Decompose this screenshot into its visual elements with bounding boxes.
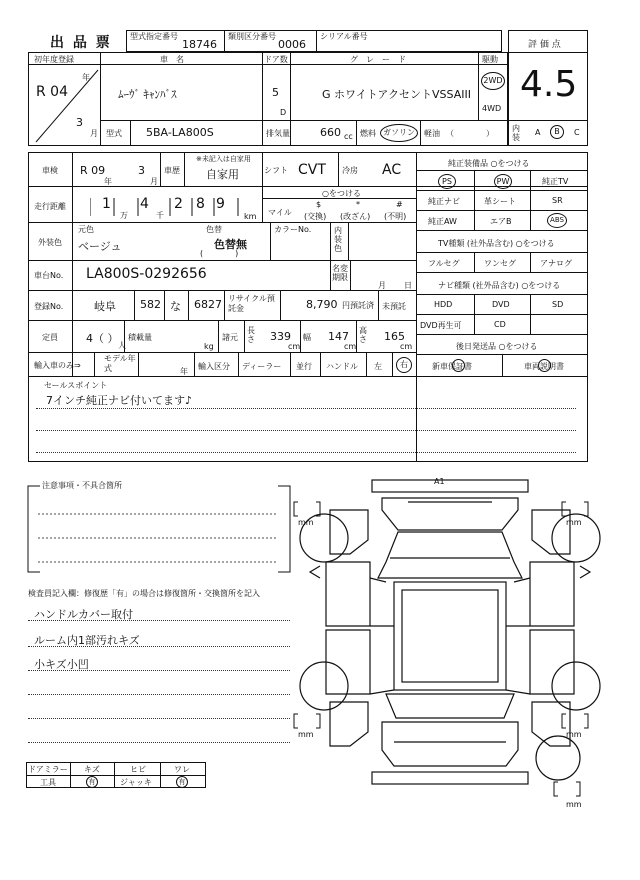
mm-rear-right: mm [566, 730, 582, 739]
odo-swap: (交換) [304, 212, 327, 221]
navi-dvd-play: DVD再生可 [420, 321, 462, 330]
warranty-circle [452, 359, 465, 372]
odo-tamper: (改ざん) [340, 212, 371, 221]
odo-mile: マイル [268, 208, 292, 217]
sales-label: セールスポイント [44, 381, 108, 390]
tv-fullseg: フルセグ [428, 259, 460, 268]
mileage-digit-4: 8 [196, 196, 205, 212]
equip-sr: SR [552, 196, 563, 205]
manual-circle [538, 359, 551, 372]
later-title: 後日発送品 ○をつける [456, 342, 538, 351]
kind-no: 18746 [182, 38, 217, 51]
drive-label: 駆動 [482, 55, 498, 64]
orig-color-label: 元色 [78, 225, 94, 234]
shaken-era: R 09 [80, 164, 106, 177]
mileage-digit-1: 1 [102, 196, 111, 212]
nc-month: 月 [378, 281, 386, 290]
dealer: ディーラー [242, 362, 282, 371]
odo-swap-sym: $ [316, 200, 322, 209]
shaken-month: 3 [138, 164, 145, 177]
history-note: ※未記入は自家用 [196, 155, 251, 163]
first-reg-era: R 04 [36, 84, 68, 100]
caution-bracket [26, 484, 292, 574]
color-no-label: カラーNo. [274, 225, 312, 234]
mileage-digit-3: 2 [174, 196, 183, 212]
ac-label: 冷房 [342, 166, 358, 175]
sales-line-1: 7インチ純正ナビ付いてます♪ [46, 394, 193, 407]
cm-unit-2: cm [344, 342, 357, 351]
navi-type-title: ナビ種類 (社外品含む) ○をつける [438, 281, 561, 290]
equip-tv: 純正TV [542, 177, 569, 186]
recycle-label: リサイクル預託金 [228, 294, 275, 313]
int-c: C [574, 128, 580, 137]
tv-type-title: TV種類 (社外品含む) ○をつける [438, 239, 555, 248]
ac: AC [382, 162, 402, 178]
door-type: D [280, 108, 287, 117]
legend-tools: 工具 [40, 778, 56, 787]
man-unit: 万 [120, 211, 128, 220]
recycle-unit: 円預託済 [342, 301, 374, 310]
car-damage-diagram [290, 470, 610, 820]
capacity: 4（ ） [86, 332, 119, 345]
diagram-a1: A1 [434, 477, 445, 486]
paint: 色替無 [214, 238, 247, 251]
drive-4wd: 4WD [482, 104, 502, 113]
shaken-month-suffix: 月 [150, 177, 158, 186]
grade-label: グ レ ー ド [350, 55, 406, 64]
fuel-light-oil: 軽油 [424, 129, 440, 138]
later-warranty: 新車保証書 [432, 362, 472, 371]
cm-unit-3: cm [400, 342, 413, 351]
first-reg-label: 初年度登録 [34, 55, 74, 64]
mm-front-left: mm [298, 518, 314, 527]
cm-unit-1: cm [288, 342, 301, 351]
year-suffix: 年 [82, 73, 90, 82]
reg-class: 582 [140, 298, 161, 311]
legend-broken: ワレ [174, 765, 190, 774]
chassis-label: 車台No. [34, 271, 64, 280]
shaken-year-suffix: 年 [104, 177, 112, 186]
km-unit: km [244, 212, 257, 221]
load-label: 積載量 [128, 333, 152, 342]
shaken-label: 車検 [42, 166, 58, 175]
kind-label: 型式指定番号 [130, 32, 178, 41]
int-b-circled: B [550, 125, 564, 139]
capacity-unit: 人 [118, 341, 126, 350]
dims-label: 諸元 [222, 333, 238, 342]
serial-label: シリアル番号 [320, 32, 368, 41]
chassis: LA800S-0292656 [86, 266, 207, 282]
model-label: 型式 [106, 129, 122, 138]
name-change-label: 名変期限 [332, 264, 348, 282]
import-label: 輸入車のみ⇒ [34, 361, 81, 370]
paint-paren: ( ) [200, 249, 239, 258]
interior-label: 内装 [512, 124, 520, 142]
grade: G ホワイトアクセントVSSAIII [322, 88, 471, 101]
model: 5BA-LA800S [146, 126, 214, 139]
note-item-2: ルーム内1部汚れキズ [34, 634, 140, 647]
mileage-digit-2: 4 [140, 196, 149, 212]
equip-airbag: エアB [490, 217, 512, 226]
navi-hdd: HDD [434, 300, 453, 309]
shift: CVT [298, 162, 326, 178]
shift-label: シフト [264, 166, 288, 175]
score-value: 4.5 [520, 64, 578, 105]
legend-tools-yes: 有 [86, 776, 98, 788]
odo-unknown-sym: # [396, 200, 403, 209]
reg-area: 岐阜 [94, 300, 116, 313]
width: 147 [328, 330, 349, 343]
fuel-label: 燃料 [360, 129, 376, 138]
navi-sd: SD [552, 300, 564, 309]
legend-door-mirror: ドアミラー [28, 765, 68, 774]
score-label: 評 価 点 [528, 40, 561, 50]
model-year-label: モデル年式 [104, 354, 136, 373]
equip-ps-circled: PS [438, 174, 456, 189]
odo-unknown: (不明) [384, 212, 407, 221]
wid-label: 幅 [303, 333, 311, 342]
orig-color: ベージュ [78, 240, 122, 253]
hei-label: 高さ [359, 326, 367, 344]
name-label: 車 名 [160, 55, 184, 64]
sen-unit: 千 [156, 211, 164, 220]
sheet-title: 出 品 票 [50, 35, 112, 51]
handle-label: ハンドル [326, 362, 358, 371]
doors-label: ドア数 [264, 55, 288, 64]
int-color-label: 内装色 [334, 226, 342, 253]
drive-2wd-circled: 2WD [481, 72, 505, 90]
history-label: 車歴 [164, 166, 180, 175]
load-unit: kg [204, 342, 214, 351]
handle-left: 左 [374, 362, 382, 371]
tv-analog: アナログ [540, 259, 572, 268]
history: 自家用 [206, 168, 239, 181]
displacement: 660 [320, 126, 341, 139]
equip-aw: 純正AW [428, 217, 457, 226]
handle-right-circled: 右 [396, 357, 412, 373]
note-item-3: 小キズ小凹 [34, 658, 89, 671]
odo-check: ○をつける [322, 189, 361, 198]
mm-spare: mm [566, 800, 582, 809]
mileage-label: 走行距離 [34, 202, 66, 211]
color-label: 外装色 [38, 238, 62, 247]
cc-unit: cc [344, 132, 353, 141]
tv-oneseg: ワンセグ [484, 259, 516, 268]
equip-pw-circled: PW [494, 174, 512, 189]
caution-label: 注意事項・不具合箇所 [42, 481, 122, 490]
first-reg-month: 3 [76, 116, 83, 129]
class-label: 類別区分番号 [228, 32, 276, 41]
height: 165 [384, 330, 405, 343]
doors: 5 [272, 86, 279, 99]
inspector-label: 検査員記入欄：修復歴「有」の場合は修復箇所・交換箇所を記入 [28, 589, 260, 598]
reg-label: 登録No. [34, 302, 64, 311]
length: 339 [270, 330, 291, 343]
class-no: 0006 [278, 38, 306, 51]
later-manual: 車両説明書 [524, 362, 564, 371]
factory-equip-title: 純正装備品 ○をつける [448, 159, 530, 168]
mm-rear-left: mm [298, 730, 314, 739]
legend-jack: ジャッキ [120, 778, 152, 787]
reg-num: 6827 [194, 298, 222, 311]
equip-navi: 純正ナビ [428, 197, 460, 206]
auction-sheet: 出 品 票 型式指定番号 18746 類別区分番号 0006 シリアル番号 評 価 点 4.5 初年度登録 車 名 ドア数 グ レ ー ド 駆動 年 R 04 3 月 ﾑｰｳﾞ ｷｬﾝﾊﾞｽ 5 D G ホワイトアクセントVSSAIII 2WD 4WD 型式 5BA-LA800S 排気量 660 cc 燃料 ガソリン 軽油 （ ） 内装 A B C 車検 R 09 年 3 月 車歴 ※未記入は自家用 自家用 シフト CVT 冷房 AC 走行距離 1 万 4 千 2 8 9 km ○をつける マイル $ (交換) * (改ざん) # (不明) 外装色 元色 ベージュ 色替 色替無 ( ) カラーNo. 内装色 車台No. LA800S-0292656 名変期限 月 日 登録No. 岐阜 582 な 6827 リサイクル預託金 8,790 円預託済 未預託 定員 4（ ） 人 積載量 kg 諸元 長さ 339 cm 幅 147 cm 高さ 165 cm 輸入車のみ⇒ モデル年式 年 輸入区分 ディーラー 並行 ハンドル 左 右 純正装備品 ○をつける PS PW 純正TV 純正ナビ 革シート SR 純正AW エアB ABS TV種類 (社外品含む) ○をつける フルセグ ワンセグ アナログ ナビ種類 (社外品含む) ○をつける HDD DVD SD DVD再生可 CD 後日発送品 ○をつける 新車保証書 車両説明書 セールスポイント 7インチ純正ナビ付いてます♪ 注意事項・不具合箇所 検査員記入欄：修復歴「有」の場合は修復箇所・交換箇所を記入 ハンドルカバー取付 ルーム内1部汚れキズ 小キズ小凹 ドアミラー キズ ヒビ ワレ 工具 有 ジャッキ 有 A1 mm mm mm mm mm [0, 0, 640, 880]
fuel-gasoline-circled: ガソリン [380, 124, 418, 142]
navi-dvd: DVD [492, 300, 510, 309]
navi-cd: CD [494, 320, 506, 329]
equip-leather: 革シート [484, 197, 516, 206]
note-item-1: ハンドルカバー取付 [34, 608, 133, 621]
model-year-unit: 年 [180, 367, 188, 376]
legend-scratch: キズ [84, 765, 100, 774]
capacity-label: 定員 [42, 333, 58, 342]
len-label: 長さ [247, 326, 255, 344]
reg-kana: な [170, 300, 181, 313]
displacement-label: 排気量 [266, 129, 290, 138]
recycle: 8,790 [306, 298, 338, 311]
vehicle-name: ﾑｰｳﾞ ｷｬﾝﾊﾞｽ [118, 88, 177, 101]
parallel: 並行 [296, 362, 312, 371]
month-suffix: 月 [90, 129, 98, 138]
int-a: A [535, 128, 541, 137]
odo-tamper-sym: * [356, 200, 360, 209]
equip-abs-circled: ABS [547, 213, 567, 228]
mileage-digit-boxes [90, 194, 240, 218]
mm-front-right: mm [566, 518, 582, 527]
import-type-label: 輸入区分 [198, 362, 230, 371]
mileage-digit-5: 9 [216, 196, 225, 212]
legend-crack: ヒビ [130, 765, 146, 774]
nc-day: 日 [404, 281, 412, 290]
recycle-status: 未預託 [382, 302, 406, 311]
paint-label: 色替 [206, 225, 222, 234]
legend-jack-yes: 有 [176, 776, 188, 788]
